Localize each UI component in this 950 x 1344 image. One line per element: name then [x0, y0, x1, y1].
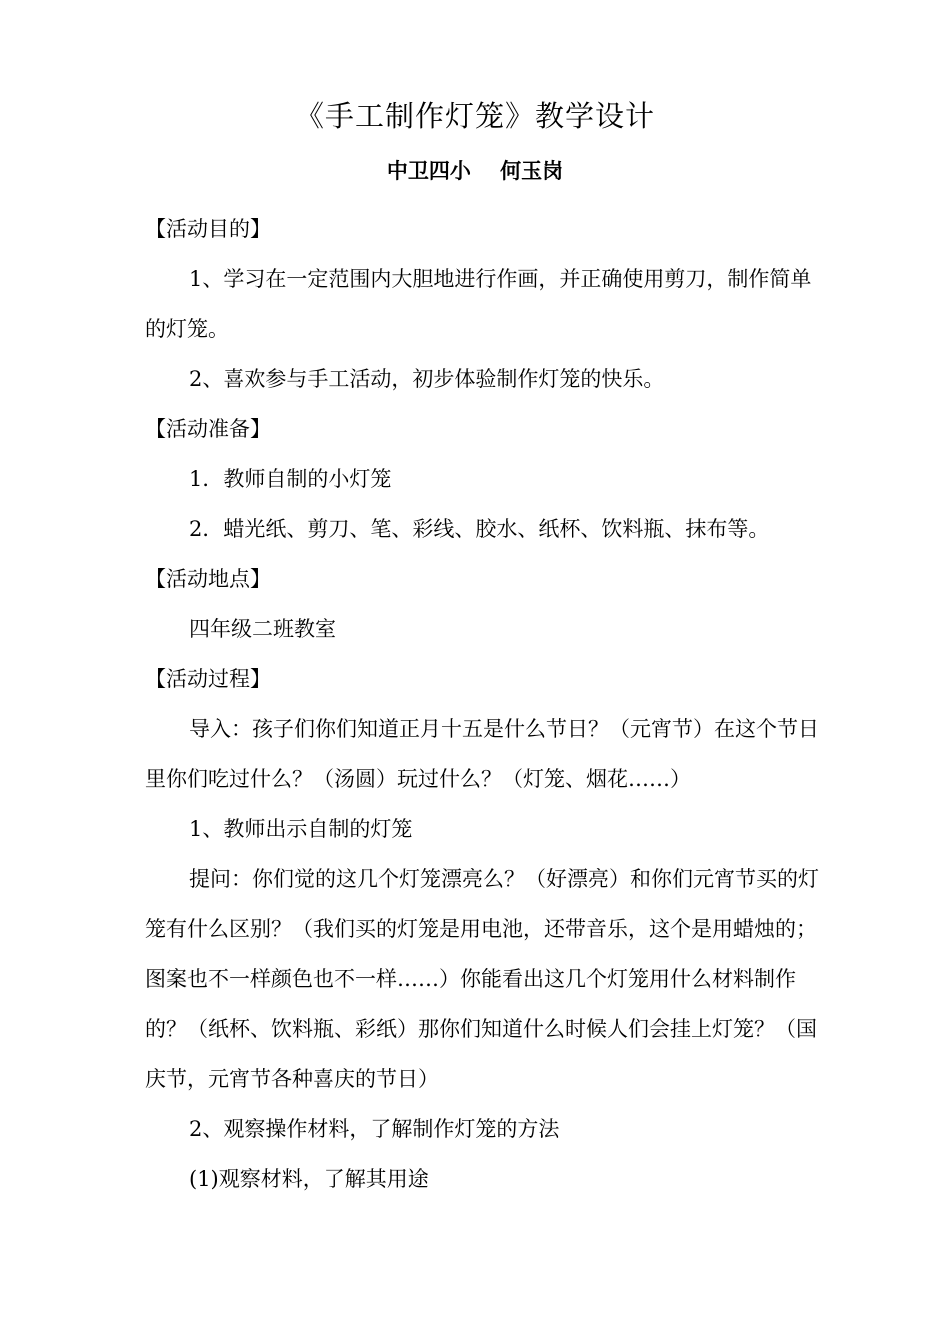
- section-heading-place: 【活动地点】: [145, 567, 271, 591]
- section-heading-prep: 【活动准备】: [145, 417, 271, 441]
- prep-item-2: 2．蜡光纸、剪刀、笔、彩线、胶水、纸杯、饮料瓶、抹布等。: [189, 517, 770, 541]
- process-step-2-1: (1)观察材料，了解其用途: [189, 1167, 429, 1191]
- document-author: 中卫四小 何玉岗: [386, 159, 564, 183]
- process-question: 提问：你们觉的这几个灯笼漂亮么？（好漂亮）和你们元宵节买的灯笼有什么区别？（我们买的灯笼是用电池，还带音乐，这个是用蜡烛的；图案也不一样颜色也不一样……）你能看出这几个灯笼用什么材料制作的？（纸杯、饮料瓶、彩纸）那你们知道什么时候人们会挂上灯笼？（国庆节，元宵节各种喜庆的节日）: [145, 867, 819, 1091]
- goal-item-2: 2、喜欢参与手工活动，初步体验制作灯笼的快乐。: [189, 367, 665, 391]
- process-step-2: 2、观察操作材料，了解制作灯笼的方法: [189, 1117, 560, 1141]
- section-heading-goal: 【活动目的】: [145, 217, 271, 241]
- section-heading-process: 【活动过程】: [145, 667, 271, 691]
- document-title: 《手工制作灯笼》教学设计: [294, 99, 655, 133]
- goal-item-1: 1、学习在一定范围内大胆地进行作画，并正确使用剪刀，制作简单的灯笼。: [145, 267, 812, 341]
- process-intro: 导入：孩子们你们知道正月十五是什么节日？（元宵节）在这个节日里你们吃过什么？（汤圆）玩过什么？（灯笼、烟花……）: [145, 717, 819, 791]
- document-body: [145, 204, 825, 1204]
- process-step-1: 1、教师出示自制的灯笼: [189, 817, 413, 841]
- prep-item-1: 1．教师自制的小灯笼: [189, 467, 392, 491]
- place-text: 四年级二班教室: [189, 617, 336, 641]
